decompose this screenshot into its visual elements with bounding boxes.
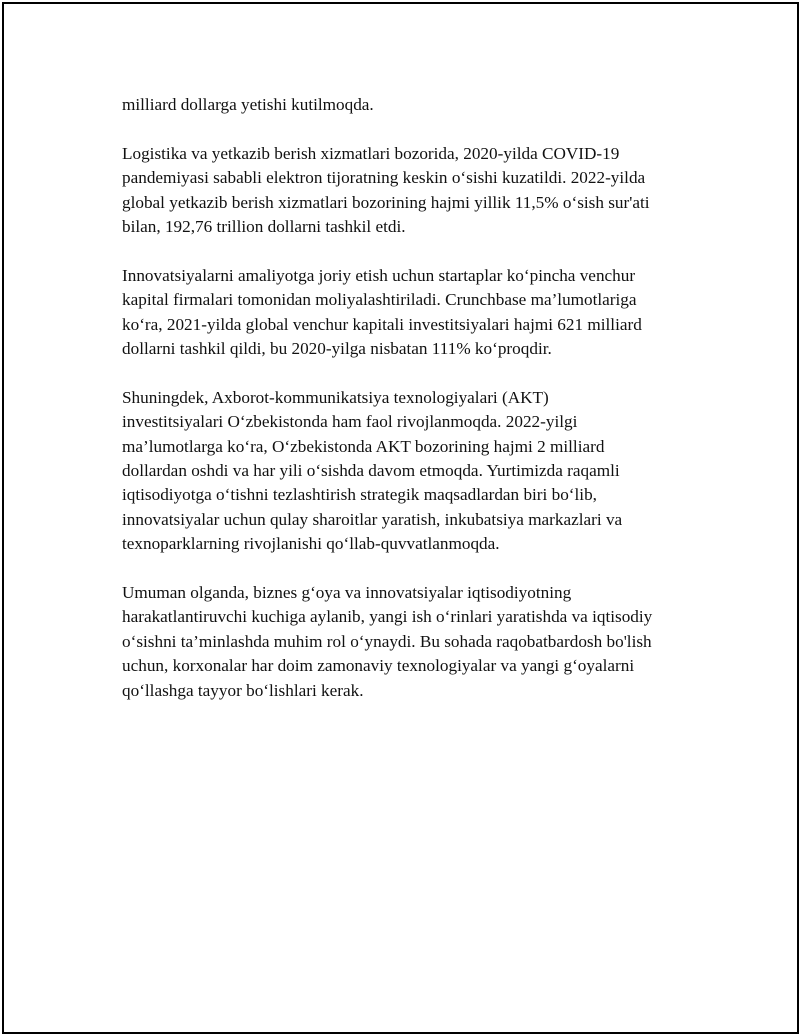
text-line: Shuningdek, Axborot-kommunikatsiya texnologiyalari (AKT) — [122, 387, 549, 407]
text-line: qo‘llashga tayyor bo‘lishlari kerak. — [122, 680, 364, 700]
paragraph-2 — [122, 142, 702, 240]
text-line: Innovatsiyalarni amaliyotga joriy etish uchun startaplar ko‘pincha venchur — [122, 265, 636, 285]
text-line: investitsiyalari O‘zbekistonda ham faol rivojlanmoqda. 2022-yilgi — [122, 412, 578, 432]
text-line: Umuman olganda, biznes g‘oya va innovatsiyalar iqtisodiyotning — [122, 583, 572, 603]
text-line: dollardan oshdi va har yili o‘sishda davom etmoqda. Yurtimizda raqamli — [122, 461, 620, 481]
paragraph-3 — [122, 264, 702, 362]
text-line: bilan, 192,76 trillion dollarni tashkil etdi. — [122, 217, 406, 237]
text-line: pandemiyasi sababli elektron tijoratning keskin o‘sishi kuzatildi. 2022-yilda — [122, 168, 646, 188]
document-body — [122, 93, 702, 727]
text-line: Logistika va yetkazib berish xizmatlari bozorida, 2020-yilda COVID-19 — [122, 143, 620, 163]
text-line: o‘sishni ta’minlashda muhim rol o‘ynaydi. Bu sohada raqobatbardosh bo'lish — [122, 631, 652, 651]
paragraph-5 — [122, 581, 702, 703]
text-line: dollarni tashkil qildi, bu 2020-yilga nisbatan 111% ko‘proqdir. — [122, 339, 552, 359]
text-line: ma’lumotlarga ko‘ra, O‘zbekistonda AKT bozorining hajmi 2 milliard — [122, 436, 605, 456]
paragraph-4 — [122, 386, 702, 557]
page-frame — [2, 2, 799, 1034]
text-line: uchun, korxonalar har doim zamonaviy texnologiyalar va yangi g‘oyalarni — [122, 656, 635, 676]
text-line: milliard dollarga yetishi kutilmoqda. — [122, 95, 374, 114]
text-line: innovatsiyalar uchun qulay sharoitlar yaratish, inkubatsiya markazlari va — [122, 509, 623, 529]
text-line: iqtisodiyotga o‘tishni tezlashtirish strategik maqsadlardan biri bo‘lib, — [122, 485, 597, 505]
text-line: texnoparklarning rivojlanishi qo‘llab-quvvatlanmoqda. — [122, 534, 500, 554]
text-line: ko‘ra, 2021-yilda global venchur kapitali investitsiyalari hajmi 621 milliard — [122, 314, 642, 334]
paragraph-1 — [122, 93, 702, 117]
text-line: harakatlantiruvchi kuchiga aylanib, yangi ish o‘rinlari yaratishda va iqtisodiy — [122, 607, 653, 627]
text-line: kapital firmalari tomonidan moliyalashtiriladi. Crunchbase ma’lumotlariga — [122, 290, 637, 310]
text-line: global yetkazib berish xizmatlari bozorining hajmi yillik 11,5% o‘sish sur'ati — [122, 192, 650, 212]
